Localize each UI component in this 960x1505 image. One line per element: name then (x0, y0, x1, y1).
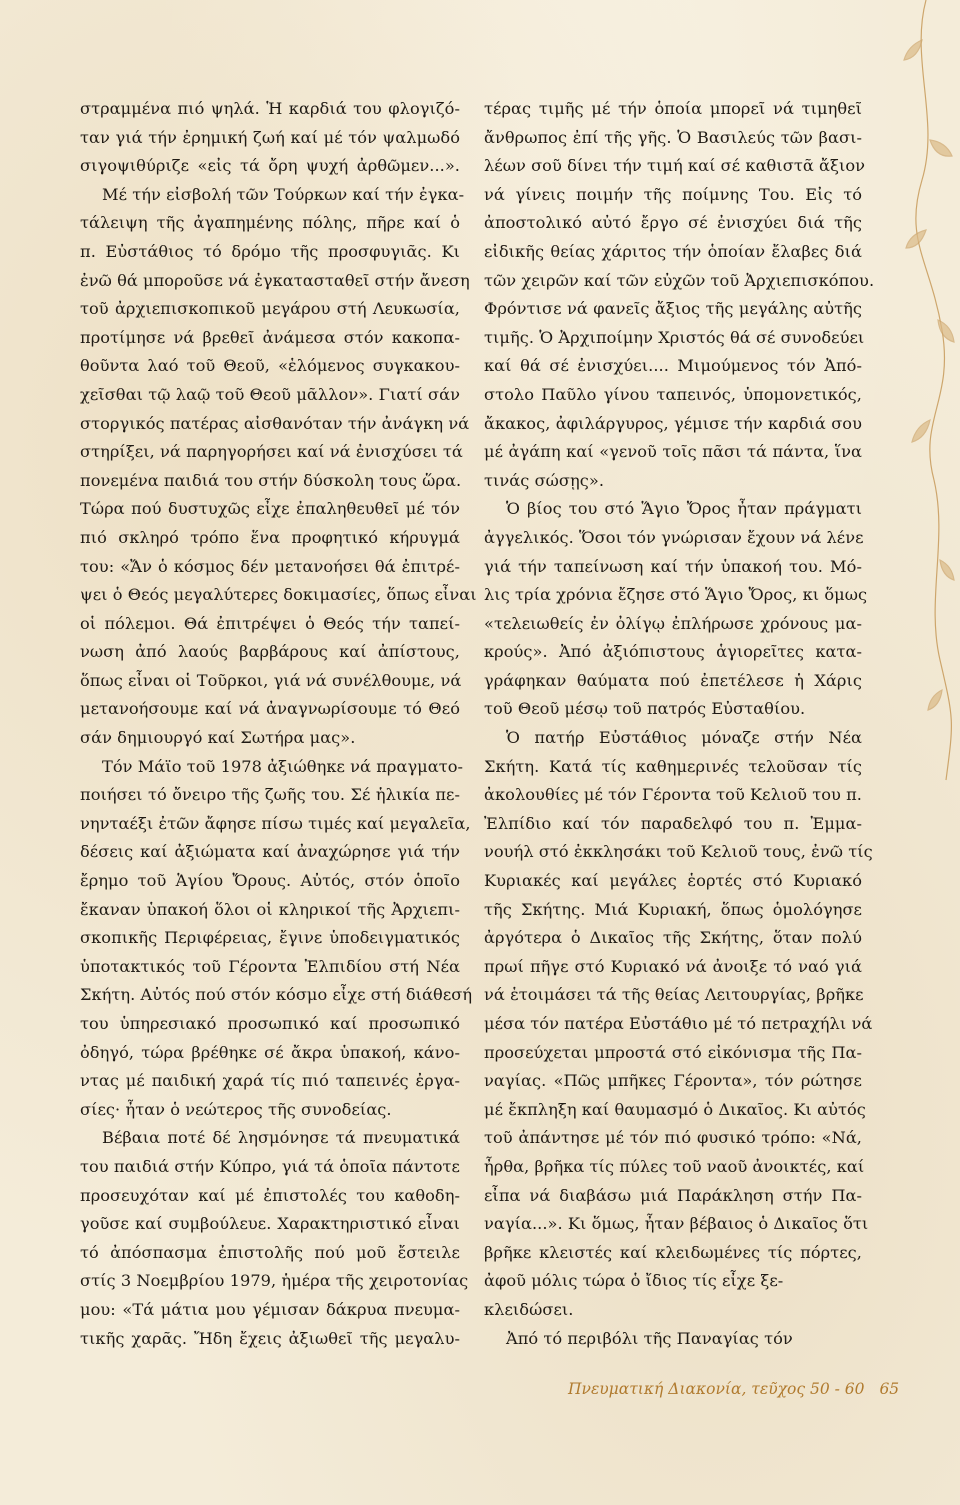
text-line: τοῦ ἀπάντησε μέ τόν πιό φυσικό τρόπο: «Νά, (484, 1128, 862, 1148)
text-line: ἔρημο τοῦ Ἁγίου Ὄρους. Αὐτός, στόν ὁποῖο (80, 871, 460, 891)
text-line: στολο Παῦλο γίνου ταπεινός, ὑπομονετικός, (484, 384, 862, 404)
text-line: ἄνθρωπος ἐπί τῆς γῆς. Ὁ Βασιλεύς τῶν βασι- (484, 127, 862, 147)
text-line: τικῆς χαρᾶς. Ἤδη ἔχεις ἀξιωθεῖ τῆς μεγαλυ- (80, 1328, 460, 1348)
text-line: στραμμένα πιό ψηλά. Ἡ καρδιά του φλογιζό- (80, 99, 460, 118)
text-line: Ὁ πατήρ Εὐστάθιος μόναζε στήν Νέα (506, 728, 862, 748)
text-line: ντας μέ παιδική χαρά τίς πιό ταπεινές ἐργα- (80, 1071, 460, 1091)
text-line: τῆς Σκήτης. Μιά Κυριακή, ὅπως ὁμολόγησε (484, 899, 862, 919)
text-line: Τόν Μάϊο τοῦ 1978 ἀξιώθηκε νά πραγματο- (102, 756, 464, 776)
text-line: ἀγγελικός. Ὅσοι τόν γνώρισαν ἔχουν νά λένε (484, 527, 864, 547)
text-line: ταν γιά τήν ἐρημική ζωή καί μέ τόν ψαλμωδό (80, 127, 460, 147)
text-line: ψει ὁ Θεός μεγαλύτερες δοκιμασίες, ὅπως εἶναι (80, 585, 477, 605)
text-line: Βέβαια ποτέ δέ λησμόνησε τά πνευματικά (102, 1128, 460, 1148)
text-line: καί θά σέ ἐνισχύει.... Μιμούμενος τόν Ἀπό- (484, 356, 862, 376)
text-line: προσευχόταν καί μέ ἐπιστολές του καθοδη- (80, 1185, 460, 1205)
text-line: προσεύχεται μπροστά στό εἰκόνισμα τῆς Πα- (484, 1042, 862, 1062)
text-line: ναγία...». Κι ὅμως, ἦταν βέβαιος ὁ Δικαῖος ὅτι (484, 1214, 869, 1234)
text-line: νηνταέξι ἐτῶν ἄφησε πίσω τιμές καί μεγαλεῖα, (80, 813, 471, 833)
text-line: ἀφοῦ μόλις τώρα ὁ ἴδιος τίς εἶχε ξε- (484, 1271, 784, 1291)
text-line: εἰδικῆς θείας χάριτος τήν ὁποίαν ἔλαβες διά (484, 241, 862, 261)
text-line: Μέ τήν εἰσβολή τῶν Τούρκων καί τήν ἐγκα- (102, 184, 465, 204)
text-line: στοργικός πατέρας αἰσθανόταν τήν ἀνάγκη νά (80, 413, 470, 433)
text-line: λις τρία χρόνια ἔζησε στό Ἅγιο Ὄρος, κι ὅμως (484, 585, 868, 605)
text-line: μέσα τόν πατέρα Εὐστάθιο μέ τό πετραχήλι νά (484, 1014, 873, 1033)
text-line: λέων σοῦ δίνει τήν τιμή καί σέ καθιστᾶ ἄξιον (484, 156, 866, 176)
text-line: βρῆκε κλειστές καί κλειδωμένες τίς πόρτες, (484, 1242, 862, 1262)
text-column-left (80, 95, 477, 1353)
text-line: κρούς». Ἀπό ἀξιόπιστους ἁγιορεῖτες κατα- (484, 642, 862, 662)
text-line: ἀργότερα ὁ Δικαῖος τῆς Σκήτης, ὅταν πολύ (484, 928, 862, 948)
text-line: μετανοήσουμε καί νά ἀναγνωρίσουμε τό Θεό (80, 699, 460, 719)
text-line: οἱ πόλεμοι. Θά ἐπιτρέψει ὁ Θεός τήν ταπεί- (80, 613, 460, 633)
text-line: στηρίξει, νά παρηγορήσει καί νά ἐνισχύσει τά (80, 442, 463, 462)
text-line: ἀκολουθίες μέ τόν Γέροντα τοῦ Κελιοῦ του π. (484, 785, 862, 805)
text-line: γιά τήν ταπείνωση καί τήν ὑπακοή του. Μό- (484, 556, 862, 576)
text-line: γοῦσε καί συμβούλευε. Χαρακτηριστικό εἶναι (80, 1214, 460, 1234)
text-line: ναγίας. «Πῶς μπῆκες Γέροντα», τόν ρώτησε (484, 1071, 862, 1091)
text-line: σάν δημιουργό καί Σωτήρα μας». (80, 728, 356, 748)
page-number: 65 (879, 1380, 900, 1398)
text-line: του ὑπηρεσιακό προσωπικό καί προσωπικό (80, 1014, 460, 1033)
text-line: εἶπα νά διαβάσω μιά Παράκληση στήν Πα- (484, 1185, 862, 1205)
text-line: θοῦντα λαό τοῦ Θεοῦ, «ἑλόμενος συγκακου- (80, 356, 460, 376)
text-line: μου: «Τά μάτια μου γέμισαν δάκρυα πνευμα- (80, 1299, 460, 1319)
text-line: Φρόντισε νά φανεῖς ἄξιος τῆς μεγάλης αὐτῆς (484, 299, 862, 319)
text-line: πιό σκληρό τρόπο ἕνα προφητικό κήρυγμά (80, 527, 460, 547)
text-line: τοῦ Θεοῦ μέσῳ τοῦ πατρός Εὐσταθίου. (484, 699, 806, 719)
text-line: Τώρα πού δυστυχῶς εἶχε ἐπαληθευθεῖ μέ τόν (80, 499, 460, 519)
text-line: χεῖσθαι τῷ λαῷ τοῦ Θεοῦ μᾶλλον». Γιατί σάν (80, 384, 460, 404)
text-line: δέσεις καί ἀξιώματα καί ἀναχώρησε γιά τήν (80, 842, 460, 862)
text-line: ὅπως εἶναι οἱ Τοῦρκοι, γιά νά συνέλθουμε, νά (80, 670, 462, 690)
text-line: ἔκαναν ὑπακοή ὅλοι οἱ κληρικοί τῆς Ἀρχιεπι- (80, 899, 460, 919)
text-line: πρωί πῆγε στό Κυριακό νά ἀνοιξε τό ναό γιά (484, 956, 862, 976)
text-line: Κυριακές καί μεγάλες ἑορτές στό Κυριακό (484, 871, 862, 891)
text-column-right (484, 95, 875, 1353)
text-line: ἐνῶ θά μποροῦσε νά ἐγκατασταθεῖ στήν ἄνεση (80, 270, 470, 290)
text-line: νουήλ στό ἐκκλησάκι τοῦ Κελιοῦ τους, ἐνῶ τίς (484, 842, 873, 862)
text-line: τῶν χειρῶν καί τῶν εὐχῶν τοῦ Ἀρχιεπισκόπου. (484, 270, 875, 290)
text-line: σκοπικῆς Περιφέρειας, ἔγινε ὑποδειγματικός (80, 928, 460, 948)
text-line: Ὁ βίος του στό Ἅγιο Ὄρος ἦταν πράγματι (506, 499, 862, 519)
text-line: μέ ἀγάπη καί «γενοῦ τοῖς πᾶσι τά πάντα, ἵνα (484, 442, 862, 462)
text-line: π. Εὐστάθιος τό δρόμο τῆς προσφυγιᾶς. Κι (80, 241, 460, 261)
text-line: ποιήσει τό ὄνειρο τῆς ζωῆς του. Σέ ἡλικία πε- (80, 785, 460, 805)
text-line: του: «Ἄν ὁ κόσμος δέν μετανοήσει θά ἐπιτρέ- (80, 556, 460, 576)
text-line: τινάς σώσῃς». (484, 470, 605, 490)
text-line: Ἐλπίδιο καί τόν παραδελφό του π. Ἐμμα- (484, 813, 862, 833)
text-line: νά ἑτοιμάσει τά τῆς θείας Λειτουργίας, βρῆκε (484, 985, 864, 1005)
text-line: του παιδιά στήν Κύπρο, γιά τά ὁποῖα πάντοτε (80, 1156, 460, 1176)
text-line: σιγοψιθύριζε «εἰς τά ὄρη ψυχή ἀρθῶμεν...». (80, 156, 460, 176)
text-line: Σκήτη. Κατά τίς καθημερινές τελοῦσαν τίς (484, 756, 862, 776)
text-line: ὑποτακτικός τοῦ Γέροντα Ἐλπιδίου στή Νέα (80, 956, 460, 976)
text-line: νωση ἀπό λαούς βαρβάρους καί ἀπίστους, (80, 642, 460, 662)
text-line: τοῦ ἀρχιεπισκοπικοῦ μεγάρου στή Λευκωσία, (80, 299, 460, 319)
text-line: ὀδηγό, τώρα βρέθηκε σέ ἄκρα ὑπακοή, κάνο- (80, 1042, 460, 1062)
text-line: πονεμένα παιδιά του στήν δύσκολη τους ὥρα. (80, 470, 462, 490)
text-line: νά γίνεις ποιμήν τῆς ποίμνης Του. Εἰς τό (484, 184, 862, 204)
text-line: σίες· ἦταν ὁ νεώτερος τῆς συνοδείας. (80, 1099, 392, 1119)
text-line: κλειδώσει. (484, 1299, 574, 1319)
text-line: τάλειψη τῆς ἀγαπημένης πόλης, πῆρε καί ὁ (80, 213, 460, 233)
page-footer (568, 1380, 900, 1398)
text-line: τέρας τιμῆς μέ τήν ὁποία μπορεῖ νά τιμηθεῖ (484, 99, 862, 118)
text-line: στίς 3 Νοεμβρίου 1979, ἡμέρα τῆς χειροτονίας (80, 1271, 469, 1291)
text-line: τιμῆς. Ὁ Ἀρχιποίμην Χριστός θά σέ συνοδεύει (484, 327, 865, 347)
text-line: «τελειωθείς ἐν ὀλίγῳ ἐπλήρωσε χρόνους μα- (484, 613, 862, 633)
text-line: τό ἀπόσπασμα ἐπιστολῆς πού μοῦ ἔστειλε (80, 1242, 460, 1262)
text-line: ἄκακος, ἀφιλάργυρος, γέμισε τήν καρδιά σου (484, 413, 862, 433)
text-line: Ἀπό τό περιβόλι τῆς Παναγίας τόν (506, 1328, 793, 1348)
text-line: γράφηκαν θαύματα πού ἐπετέλεσε ἡ Χάρις (484, 670, 862, 690)
text-line: ἀποστολικό αὐτό ἔργο σέ ἐνισχύει διά τῆς (484, 213, 862, 233)
text-line: ἦρθα, βρῆκα τίς πύλες τοῦ ναοῦ ἀνοικτές, καί (484, 1156, 865, 1176)
text-line: Σκήτη. Αὐτός πού στόν κόσμο εἶχε στή διάθεσή (80, 985, 473, 1005)
text-line: προτίμησε νά βρεθεῖ ἀνάμεσα στόν κακοπα- (80, 327, 460, 347)
text-line: μέ ἔκπληξη καί θαυμασμό ὁ Δικαῖος. Κι αὐτός (484, 1099, 866, 1119)
footer-publication: Πνευματική Διακονία, τεῦχος 50 - 60 (568, 1380, 865, 1398)
